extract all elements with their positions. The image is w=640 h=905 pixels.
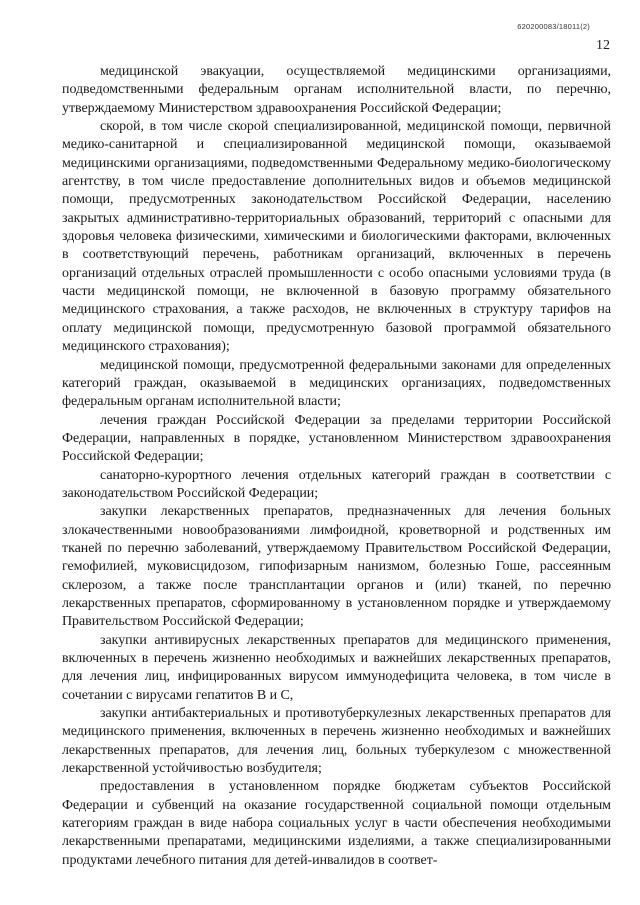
paragraph: закупки антивирусных лекарственных препаратов для медицинского применения, включенных в перечень жизненно необходимых и важнейших лекарственных препаратов, для лечения лиц, инфицированных вирусом иммунодефицита человека, в том числе в сочетании с вирусами гепатитов В и С, (62, 632, 611, 703)
document-code: 620200083/18011(2) (517, 22, 590, 31)
paragraph: предоставления в установленном порядке бюджетам субъектов Российской Федерации и субвенций на оказание государственной социальной помощи отдельным категориям граждан в виде набора социальных услуг в части обеспечения необходимыми лекарственными препаратами, медицинскими изделиями, а также специализированными продуктами лечебного питания для детей-инвалидов в соответ- (62, 779, 611, 868)
paragraph: закупки антибактериальных и противотуберкулезных лекарственных препаратов для медицинского применения, включенных в перечень жизненно необходимых и важнейших лекарственных препаратов, для лечения лиц, больных туберкулезом с множественной лекарственной устойчивостью возбудителя; (62, 706, 611, 777)
document-body (62, 63, 611, 870)
paragraph: медицинской помощи, предусмотренной федеральными законами для определенных категорий граждан, оказываемой в медицинских организациях, подведомственных федеральным органам исполнительной власти; (62, 357, 611, 410)
page-number: 12 (596, 38, 610, 53)
paragraph: лечения граждан Российской Федерации за пределами территории Российской Федерации, направленных в порядке, установленном Министерством здравоохранения Российской Федерации; (62, 412, 611, 465)
paragraph: закупки лекарственных препаратов, предназначенных для лечения больных злокачественными новообразованиями лимфоидной, кроветворной и родственных им тканей по перечню заболеваний, утверждаемому Правительством Российской Федерации, гемофилией, муковисцидозом, гипофизарным нанизмом, болезнью Гоше, рассеянным склерозом, а также после трансплантации органов и (или) тканей, по перечню лекарственных препаратов, сформированному в установленном порядке и утверждаемому Правительством Российской Федерации; (62, 504, 611, 630)
paragraph: медицинской эвакуации, осуществляемой медицинскими организациями, подведомственными федеральным органам исполнительной власти, по перечню, утверждаемому Министерством здравоохранения Российской Федерации; (62, 64, 611, 116)
paragraph: санаторно-курортного лечения отдельных категорий граждан в соответствии с законодательством Российской Федерации; (62, 467, 611, 501)
paragraph: скорой, в том числе скорой специализированной, медицинской помощи, первичной медико-санитарной и специализированной медицинской помощи, оказываемой медицинскими организациями, подведомственными Федеральному медико-биологическому агентству, в том числе предоставление дополнительных видов и объемов медицинской помощи, предусмотренных законодательством Российской Федерации, населению закрытых административно-территориальных образований, территорий с опасными для здоровья человека физическими, химическими и биологическими факторами, включенных в соответствующий перечень, работникам организаций, включенных в перечень организаций отдельных отраслей промышленности с особо опасными условиями труда (в части медицинской помощи, не включенной в базовую программу обязательного медицинского страхования, а также расходов, не включенных в структуру тарифов на оплату медицинской помощи, предусмотренную базовой программой обязательного медицинского страхования); (62, 119, 611, 355)
